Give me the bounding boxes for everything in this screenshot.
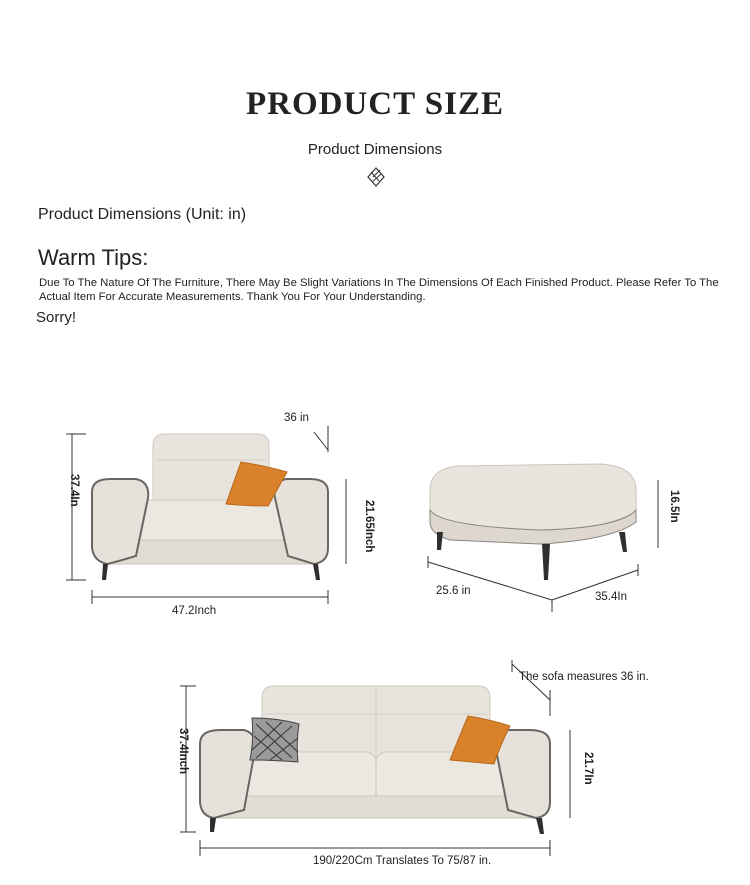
ottoman-depth-label: 25.6 in <box>436 585 471 597</box>
sofa-depth-label: The sofa measures 36 in. <box>519 671 649 683</box>
ottoman-height-label: 16.5In <box>668 490 680 523</box>
armchair-illustration <box>92 434 328 580</box>
page-title: PRODUCT SIZE <box>245 86 505 122</box>
armchair-height-label: 37.4In <box>68 474 80 507</box>
armchair-width-label: 47.2Inch <box>172 605 217 617</box>
sorry-text: Sorry! <box>36 309 77 326</box>
sofa-width-label: 190/220Cm Translates To 75/87 in. <box>313 855 492 867</box>
unit-note: Product Dimensions (Unit: in) <box>38 206 247 223</box>
section-subtitle: Product Dimensions <box>307 141 443 158</box>
ottoman-width-label: 35.4In <box>595 591 627 603</box>
warm-tips-heading: Warm Tips: <box>38 245 149 270</box>
armchair-seat-height-label: 21.65Inch <box>363 500 375 553</box>
ottoman-illustration <box>430 464 636 580</box>
sofa-seat-height-label: 21.7In <box>582 752 594 785</box>
armchair-depth-label: 36 in <box>284 412 309 424</box>
sofa-height-label: 37.4Inch <box>177 728 189 775</box>
warm-tips-body: Due To The Nature Of The Furniture, There May Be Slight Variations In The Dimensions Of Each Finished Product. Please Refer To The Actual Item For Accurate Measurements. Thank You For Your Understanding. <box>39 277 719 303</box>
sofa-illustration <box>200 686 550 834</box>
